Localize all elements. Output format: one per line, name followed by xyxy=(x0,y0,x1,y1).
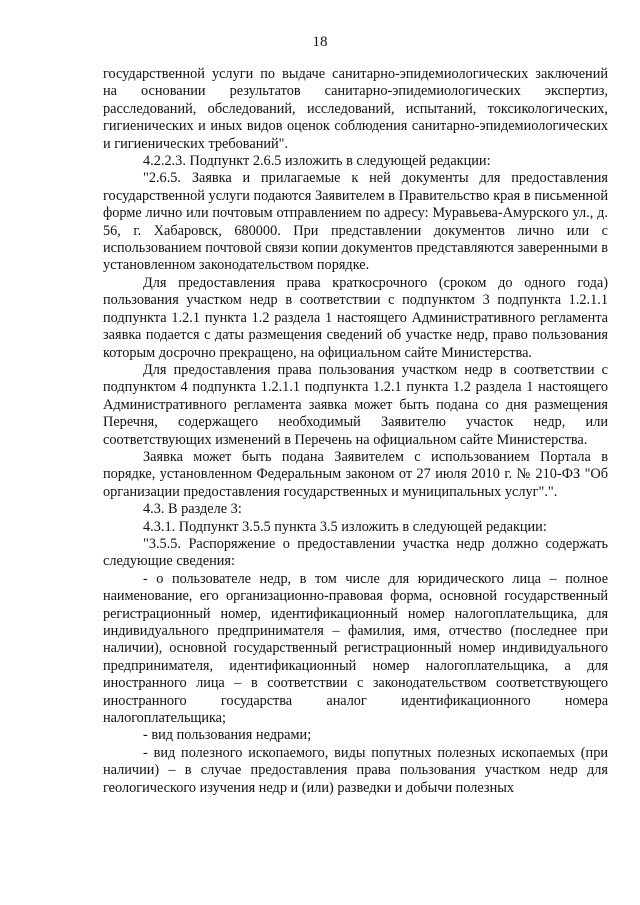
paragraph-5: Для предоставления права пользования участком недр в соответствии с подпунктом 4 подпункта 1.2.1.1 подпункта 1.2.1 пункта 1.2 раздела 1 настоящего Административного регламента заявка может быть подана со дня размещения Перечня, содержащего необходимый Заявителю участок недр, или соответствующих изменений в Перечень на официальном сайте Министерства. xyxy=(103,361,608,448)
paragraph-12: - вид полезного ископаемого, виды попутных полезных ископаемых (при наличии) – в случае предоставления права пользования участком недр для геологического изучения недр и (или) разведки и добычи полезных xyxy=(103,744,608,796)
paragraph-10: - о пользователе недр, в том числе для юридического лица – полное наименование, его организационно-правовая форма, основной государственный регистрационный номер, идентификационный номер налогоплательщика, для индивидуального предпринимателя – фамилия, имя, отчество (последнее при наличии), основной государственный регистрационный номер индивидуального предпринимателя, идентификационный номер налогоплательщика, а для иностранного лица – в соответствии с законодательством соответствующего иностранного государства аналог идентификационного номера налогоплательщика; xyxy=(103,570,608,727)
paragraph-9: "3.5.5. Распоряжение о предоставлении участка недр должно содержать следующие сведения: xyxy=(103,535,608,570)
paragraph-7: 4.3. В разделе 3: xyxy=(143,501,242,518)
document-body xyxy=(103,66,608,797)
paragraph-6: Заявка может быть подана Заявителем с использованием Портала в порядке, установленном Федеральным законом от 27 июля 2010 г. № 210-ФЗ "Об организации предоставления государственных и муниципальных услуг".". xyxy=(103,448,608,500)
paragraph-3: "2.6.5. Заявка и прилагаемые к ней документы для предоставления государственной услуги подаются Заявителем в Правительство края в письменной форме лично или почтовым отправлением по адресу: Муравьева-Амурского ул., д. 56, г. Хабаровск, 680000. При представлении документов лично или с использованием почтовой связи копии документов представляются заверенными в установленном законодательством порядке. xyxy=(103,170,608,274)
page-number: 18 xyxy=(312,34,328,50)
paragraph-8: 4.3.1. Подпункт 3.5.5 пункта 3.5 изложить в следующей редакции: xyxy=(143,518,547,535)
paragraph-11: - вид пользования недрами; xyxy=(143,727,312,744)
paragraph-2: 4.2.2.3. Подпункт 2.6.5 изложить в следующей редакции: xyxy=(143,153,491,170)
paragraph-4: Для предоставления права краткосрочного (сроком до одного года) пользования участком недр в соответствии с подпунктом 3 подпункта 1.2.1.1 подпункта 1.2.1 пункта 1.2 раздела 1 настоящего Административного регламента заявка подается с даты размещения сведений об участке недр, право пользования которым досрочно прекращено, на официальном сайте Министерства. xyxy=(103,274,608,361)
paragraph-1: государственной услуги по выдаче санитарно-эпидемиологических заключений на основании результатов санитарно-эпидемиологических экспертиз, расследований, обследований, исследований, испытаний, токсикологических, гигиенических и иных видов оценок соблюдения санитарно-эпидемиологических и гигиенических требований". xyxy=(103,66,608,152)
